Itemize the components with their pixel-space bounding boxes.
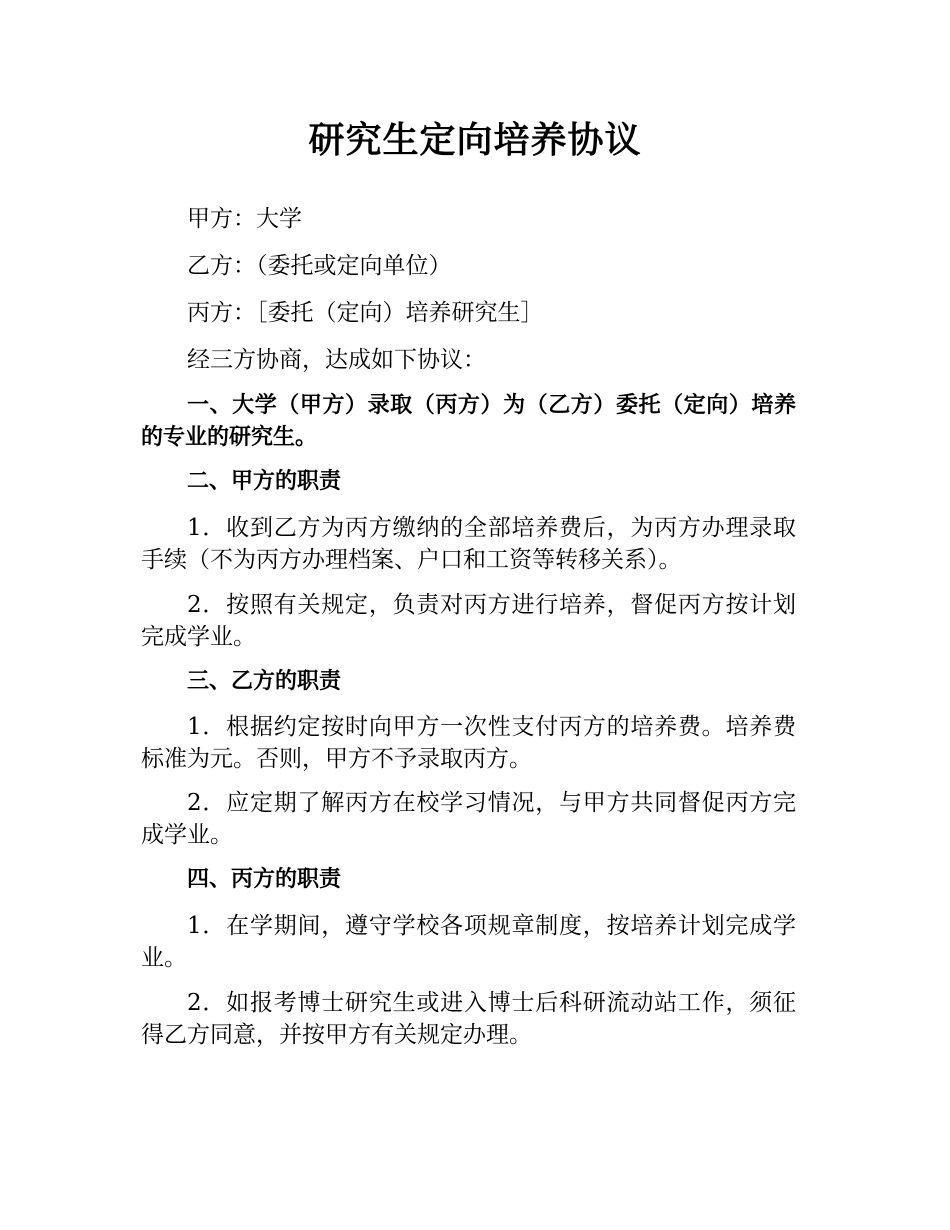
section-4-item-2: 2．如报考博士研究生或进入博士后科研流动站工作，须征得乙方同意，并按甲方有关规定办理。	[141, 990, 796, 1048]
section-2-item-2: 2．按照有关规定，负责对丙方进行培养，督促丙方按计划完成学业。	[141, 592, 796, 650]
section-3-heading: 三、乙方的职责	[187, 669, 342, 694]
page-title: 研究生定向培养协议	[308, 120, 642, 161]
section-3-item-1: 1．根据约定按时向甲方一次性支付丙方的培养费。培养费标准为元。否则，甲方不予录取丙方。	[141, 714, 796, 772]
section-2-heading: 二、甲方的职责	[187, 469, 342, 494]
party-c-line: 丙方：［委托（定向）培养研究生］	[187, 300, 544, 326]
section-4-item-1: 1．在学期间，遵守学校各项规章制度，按培养计划完成学业。	[141, 913, 796, 971]
party-b-line: 乙方：（委托或定向单位）	[187, 253, 452, 279]
party-a-line: 甲方：大学	[187, 206, 302, 232]
section-3-item-2: 2．应定期了解丙方在校学习情况，与甲方共同督促丙方完成学业。	[141, 790, 796, 848]
section-4-heading: 四、丙方的职责	[187, 867, 342, 892]
section-2-item-1: 1．收到乙方为丙方缴纳的全部培养费后，为丙方办理录取手续（不为丙方办理档案、户口和工资等转移关系）。	[141, 515, 796, 573]
intro-line: 经三方协商，达成如下协议：	[187, 347, 486, 373]
clause-1: 一、大学（甲方）录取（丙方）为（乙方）委托（定向）培养的专业的研究生。	[141, 393, 796, 450]
